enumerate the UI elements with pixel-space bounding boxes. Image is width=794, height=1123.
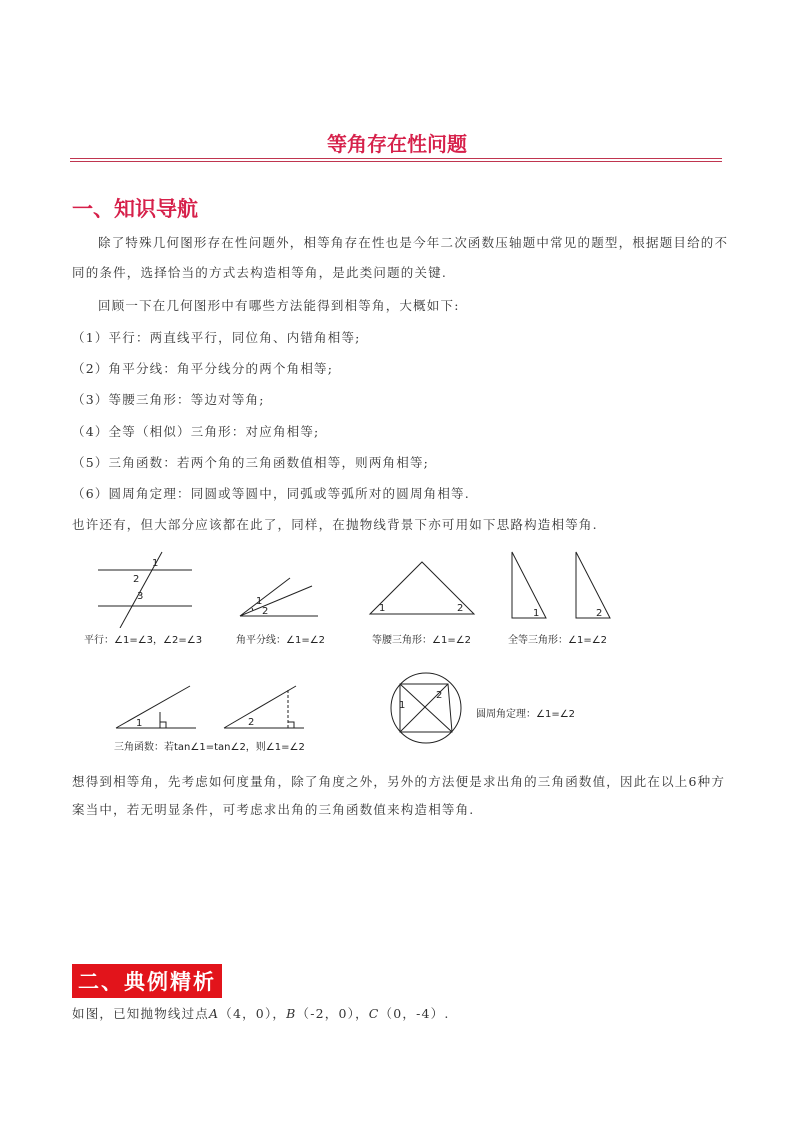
- angle-label-3: 3: [137, 591, 144, 602]
- example-intro: 如图，已知抛物线过点A（4，0），B（-2，0），C（0，-4）.: [72, 1006, 450, 1021]
- angle-label-1: 1: [256, 596, 263, 607]
- page-title: 等角存在性问题: [327, 132, 467, 156]
- angle-label-2: 2: [133, 574, 140, 585]
- caption-bisector: 角平分线：∠1=∠2: [236, 635, 326, 646]
- section-heading-knowledge: 一、知识导航: [72, 197, 198, 221]
- title-divider: [70, 158, 722, 162]
- intro-paragraph-1: 除了特殊几何图形存在性问题外，相等角存在性也是今年二次函数压轴题中常见的题型，根据题目给的不同的条件，选择恰当的方式去构造相等角，是此类问题的关键.: [72, 235, 729, 280]
- angle-label-1: 1: [136, 718, 143, 729]
- trig-figure: [112, 684, 312, 732]
- angle-label-1: 1: [379, 603, 386, 614]
- caption-circle: 圆周角定理：∠1=∠2: [476, 709, 576, 720]
- angle-label-2: 2: [457, 603, 464, 614]
- circle-angle-figure: [388, 670, 464, 746]
- method-item: （4）全等（相似）三角形：对应角相等;: [72, 424, 320, 439]
- method-item: （3）等腰三角形：等边对等角;: [72, 392, 265, 407]
- point-b: B: [286, 1006, 297, 1021]
- caption-isosceles: 等腰三角形：∠1=∠2: [372, 635, 472, 646]
- summary-paragraph: 想得到相等角，先考虑如何度量角，除了角度之外，另外的方法便是求出角的三角函数值，因此在以上6种方案当中，若无明显条件，可考虑求出角的三角函数值来构造相等角.: [72, 774, 726, 817]
- method-item: （2）角平分线：角平分线分的两个角相等;: [72, 361, 334, 376]
- angle-label-2: 2: [596, 608, 603, 619]
- angle-label-1: 1: [533, 608, 540, 619]
- parallel-lines-figure: [92, 548, 202, 628]
- angle-label-2: 2: [248, 717, 255, 728]
- intro-paragraph-2: 回顾一下在几何图形中有哪些方法能得到相等角，大概如下:: [98, 298, 460, 313]
- isosceles-triangle-figure: [366, 558, 478, 618]
- congruent-triangles-figure: [506, 548, 616, 622]
- method-item: （5）三角函数：若两个角的三角函数值相等，则两角相等;: [72, 455, 430, 470]
- method-item: （6）圆周角定理：同圆或等圆中，同弧或等弧所对的圆周角相等.: [72, 486, 470, 501]
- caption-parallel: 平行：∠1=∠3，∠2=∠3: [84, 635, 203, 646]
- method-item: （1）平行：两直线平行，同位角、内错角相等;: [72, 330, 361, 345]
- angle-label-1: 1: [152, 558, 159, 569]
- point-c: C: [368, 1006, 380, 1021]
- section-heading-examples: 二、典例精析: [72, 964, 222, 998]
- intro-paragraph-3: 也许还有，但大部分应该都在此了，同样，在抛物线背景下亦可用如下思路构造相等角.: [72, 517, 598, 532]
- caption-congruent: 全等三角形：∠1=∠2: [508, 635, 608, 646]
- angle-label-2: 2: [262, 606, 269, 617]
- angle-label-1: 1: [399, 700, 406, 711]
- point-a: A: [209, 1006, 220, 1021]
- caption-trig: 三角函数：若tan∠1=tan∠2，则∠1=∠2: [114, 742, 305, 753]
- angle-bisector-figure: [234, 576, 324, 620]
- angle-label-2: 2: [436, 690, 443, 701]
